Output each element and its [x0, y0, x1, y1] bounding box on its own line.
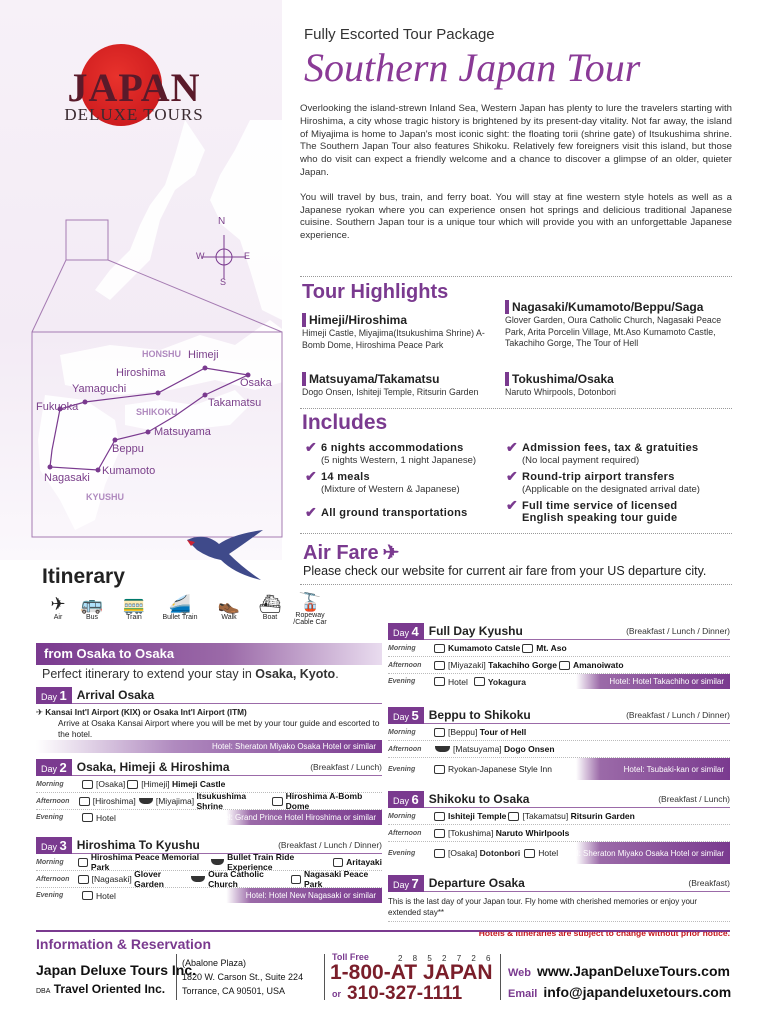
highlight-title: Nagasaki/Kumamoto/Beppu/Saga	[505, 300, 730, 314]
email-link[interactable]: Email info@japandeluxetours.com	[508, 984, 732, 1000]
swallow-bird-icon	[183, 528, 267, 586]
perfect-itinerary-text: Perfect itinerary to extend your stay in Osaka, Kyoto.	[42, 667, 339, 681]
bus-icon	[434, 812, 445, 821]
day-description: Arrive at Osaka Kansai Airport where you will be met by your tour guide and escorted to the hotel.	[58, 718, 380, 739]
check-icon: ✔	[506, 497, 519, 513]
includes-heading: Includes	[302, 411, 388, 434]
airplane-icon: ✈	[50, 594, 66, 614]
highlight-text: Himeji Castle, Miyajima(Itsukushima Shrine) A-Bomb Dome, Hiroshima Peace Park	[302, 328, 485, 350]
bus-icon	[522, 644, 533, 653]
legend-boat: ⛴ Boat	[254, 594, 286, 621]
boat-icon: ⛴	[258, 594, 282, 614]
intro-text	[300, 103, 732, 243]
highlight-title: Himeji/Hiroshima	[302, 313, 498, 327]
day-3: Day 3 Hiroshima To Kyushu (Breakfast / Lunch / Dinner) Morning Hiroshima Peace Memorial Park Bullet Train Ride Experience Aritayaki Afternoon [Nagasaki] Glover Garden Oura Catholic Church Nagasaki Peace Park Evening Hotel Hotel: Hotel New Nagasaki or similar	[36, 837, 382, 903]
compass-e: E	[244, 251, 251, 261]
bus-icon	[82, 813, 93, 822]
bus-icon	[434, 677, 445, 686]
include-item: ✔ Admission fees, tax & gratuities (No local payment required)	[506, 439, 699, 466]
airfare-text: Please check our website for current air fare from your US departure city.	[303, 564, 707, 578]
legend-air: ✈ Air	[44, 594, 72, 621]
bus-icon	[291, 875, 301, 884]
hotel-bar: Hotel: Hotel Takachiho or similar	[609, 677, 724, 686]
footer-divider	[36, 930, 730, 932]
city-osaka: Osaka	[240, 377, 272, 389]
itinerary-heading: Itinerary	[42, 565, 125, 588]
airfare-heading: Air Fare ✈	[303, 542, 400, 564]
meals: (Breakfast / Lunch / Dinner)	[626, 626, 730, 636]
city-nagasaki: Nagasaki	[44, 472, 90, 484]
meals: (Breakfast / Lunch)	[658, 794, 730, 804]
walk-icon	[191, 876, 205, 882]
region-kyushu: KYUSHU	[86, 492, 125, 502]
company-name: Japan Deluxe Tours Inc.	[36, 962, 197, 978]
boat-icon	[139, 798, 153, 804]
or-label: or	[332, 989, 341, 999]
route-banner: from Osaka to Osaka	[36, 643, 382, 665]
info-heading: Information & Reservation	[36, 936, 212, 952]
compass-n: N	[218, 216, 226, 227]
bus-icon	[434, 728, 445, 737]
city-matsuyama: Matsuyama	[154, 426, 211, 438]
include-item: ✔ 6 nights accommodations (5 nights Western, 1 night Japanese)	[305, 439, 477, 466]
day-title: Full Day Kyushu	[428, 624, 523, 638]
region-shikoku: SHIKOKU	[136, 407, 178, 417]
bus-icon	[82, 891, 93, 900]
bus-icon	[559, 661, 570, 670]
include-item: ✔ Round-trip airport transfers (Applicable on the designated arrival date)	[506, 468, 700, 495]
bus-icon	[78, 875, 88, 884]
bus-icon	[434, 829, 445, 838]
compass-s: S	[220, 277, 227, 287]
city-hiroshima: Hiroshima	[116, 367, 166, 379]
divider	[300, 408, 732, 409]
ropeway-icon: 🚡	[298, 592, 322, 612]
bus-icon	[272, 797, 282, 806]
bus-icon	[78, 858, 88, 867]
day-title: Arrival Osaka	[76, 688, 155, 702]
toll-free-label: Toll Free	[332, 952, 369, 962]
meals: (Breakfast)	[688, 878, 730, 888]
hotel-bar: Hotel: Sheraton Miyako Osaka Hotel or similar	[36, 740, 382, 753]
bus-icon	[127, 780, 138, 789]
city-kumamoto: Kumamoto	[102, 465, 156, 477]
page-title: Southern Japan Tour	[304, 45, 641, 90]
meals: (Breakfast / Lunch / Dinner)	[626, 710, 730, 720]
toll-free-number[interactable]: 1-800-AT JAPAN	[330, 961, 493, 984]
hotel-bar: Hotel: Sheraton Miyako Osaka Hotel or similar	[559, 848, 724, 858]
legend-ropeway: 🚡 Ropeway /Cable Car	[290, 592, 330, 626]
legend-train: 🚃 Train	[116, 594, 152, 621]
day-title: Hiroshima To Kyushu	[76, 838, 200, 852]
day-7: Day 7 Departure Osaka (Breakfast) This is the last day of your Japan tour. Fly home with cherished memories or enjoy your extended stay** Hotels & Itineraries are subject to change without prior notice.	[388, 875, 730, 938]
brand-logo	[34, 64, 234, 125]
bullet-train-icon: 🚄	[168, 594, 192, 614]
footer-separator	[500, 954, 501, 1000]
highlight-item	[505, 300, 730, 350]
walk-icon: 👞	[217, 594, 241, 614]
day-title: Beppu to Shikoku	[428, 708, 531, 722]
city-fukuoka: Fukuoka	[36, 401, 79, 413]
hotel-bar: Hotel: Hotel New Nagasaki or similar	[245, 891, 376, 900]
airplane-icon: ✈	[36, 707, 43, 717]
day-description: This is the last day of your Japan tour. Fly home with cherished memories or enjoy your extended stay**	[388, 896, 730, 922]
highlight-text: Naruto Whirpools, Dotonbori	[505, 387, 616, 397]
include-item: ✔ All ground transportations	[305, 504, 468, 520]
divider	[300, 533, 732, 534]
legend-walk: 👞 Walk	[212, 594, 246, 621]
highlight-text: Glover Garden, Oura Catholic Church, Nagasaki Peace Park, Arita Porcelin Village, Mt.Aso Kumamoto Castle, Takachiho Gorge, The Tour of Hell	[505, 315, 722, 348]
highlight-title: Matsuyama/Takamatsu	[302, 372, 498, 386]
check-icon: ✔	[506, 468, 519, 484]
subtitle: Fully Escorted Tour Package	[304, 26, 495, 43]
boat-icon	[435, 746, 450, 752]
dba-line: DBA Travel Oriented Inc.	[36, 982, 166, 996]
bus-icon	[524, 849, 535, 858]
intro-paragraph-2: You will travel by bus, train, and ferry boat. You will stay at fine western style hotels as well as a Japanese ryokan where you can experience onsen hot springs and delicious traditional Japanese cuisine. Southern Japan tour is a unique tour which will provide you with an unforgettable Japanese experience.	[300, 191, 732, 242]
japan-map	[0, 120, 290, 560]
day-5: Day 5 Beppu to Shikoku (Breakfast / Lunch / Dinner) Morning [Beppu] Tour of Hell Afternoon [Matsuyama] Dogo Onsen Evening Ryokan-Japanese Style Inn Hotel: Tsubaki-kan or similar	[388, 707, 730, 780]
brand-name: JAPAN	[67, 65, 201, 110]
highlights-heading: Tour Highlights	[302, 281, 449, 303]
highlight-item	[505, 372, 730, 399]
day-4: Day 4 Full Day Kyushu (Breakfast / Lunch / Dinner) Morning Kumamoto Catsle Mt. Aso Afternoon [Miyazaki] Takachiho Gorge Amanoiwato Evening Hotel Yokagura Hotel: Hotel Takachiho or similar	[388, 623, 730, 689]
change-notice: Hotels & Itineraries are subject to change without prior notice.	[478, 928, 730, 938]
meals: (Breakfast / Lunch / Dinner)	[278, 840, 382, 850]
phone-number[interactable]: 310-327-1111	[347, 983, 463, 1004]
bus-icon	[434, 849, 445, 858]
day-title: Shikoku to Osaka	[428, 792, 530, 806]
bus-icon	[434, 765, 445, 774]
day-1: Day 1 Arrival Osaka ✈ Kansai Int'l Airport (KIX) or Osaka Int'l Airport (ITM) Arrive at Osaka Kansai Airport where you will be met by your tour guide and escorted to the hotel. Hotel: Sheraton Miyako Osaka Hotel or similar	[36, 687, 382, 753]
hotel-bar: Hotel: Grand Prince Hotel Hiroshima or similar	[211, 813, 376, 822]
legend-bus: 🚌 Bus	[78, 594, 106, 621]
bus-icon	[79, 797, 89, 806]
hotel-bar: Hotel: Tsubaki-kan or similar	[623, 764, 724, 774]
toll-free-digits: 2 8 5 2 7 2 6	[398, 954, 495, 963]
include-item: ✔ 14 meals (Mixture of Western & Japanese)	[305, 468, 460, 495]
divider	[300, 584, 732, 585]
bus-icon	[82, 780, 93, 789]
bus-icon: 🚌	[80, 594, 104, 614]
bus-icon	[333, 858, 343, 867]
highlight-text: Dogo Onsen, Ishiteji Temple, Ritsurin Garden	[302, 387, 479, 397]
meals: (Breakfast / Lunch)	[310, 762, 382, 772]
footer-separator	[324, 954, 325, 1000]
highlight-title: Tokushima/Osaka	[505, 372, 730, 386]
bus-icon	[434, 644, 445, 653]
bus-icon	[474, 677, 485, 686]
japan-map-svg	[0, 120, 290, 560]
airplane-icon: ✈	[382, 542, 400, 564]
region-honshu: HONSHU	[142, 349, 182, 359]
intro-paragraph-1: Overlooking the island-strewn Inland Sea, Western Japan has plenty to lure the travelers starting with Hiroshima, a city whose tragic history is brightened by its present-day vitality. Not far away, the island of Miyajima is home to Japan's most iconic sight: the floating torii (shrine gate) of Itsukushima shrine. The Southern Japan Tour also features Shikoku. Relatively few foreigners visit this island, but those who do visit can expect a friendly welcome and a chance to discover a glimpse of an older, quieter Japan.	[300, 103, 732, 178]
bus-icon	[508, 812, 519, 821]
city-himeji: Himeji	[188, 349, 219, 361]
include-item: ✔ Full time service of licensed English speaking tour guide	[506, 497, 678, 524]
city-yamaguchi: Yamaguchi	[72, 383, 127, 395]
day-2: Day 2 Osaka, Himeji & Hiroshima (Breakfast / Lunch) Morning [Osaka] [Himeji] Himeji Castle Afternoon [Hiroshima] [Miyajima] Itsukushima Shrine Hiroshima A-Bomb Dome Evening Hotel Hotel: Grand Prince Hotel Hiroshima or similar	[36, 759, 382, 825]
website-link[interactable]: Web www.JapanDeluxeTours.com	[508, 963, 730, 979]
brand-sub: DELUXE TOURS	[64, 105, 204, 124]
day-6: Day 6 Shikoku to Osaka (Breakfast / Lunch) Morning Ishiteji Temple [Takamatsu] Ritsurin Garden Afternoon [Tokushima] Naruto Whirlpools Evening [Osaka] Dotonbori Hotel Hotel: Sheraton Miyako Osaka Hotel or similar	[388, 791, 730, 864]
compass-w: W	[196, 251, 205, 261]
highlight-item	[302, 313, 498, 351]
city-beppu: Beppu	[112, 443, 144, 455]
check-icon: ✔	[305, 439, 318, 455]
check-icon: ✔	[506, 439, 519, 455]
address: (Abalone Plaza) 1820 W. Carson St., Suite 224 Torrance, CA 90501, USA	[182, 958, 304, 996]
highlight-item	[302, 372, 498, 399]
footer-separator	[176, 954, 177, 1000]
check-icon: ✔	[305, 468, 318, 484]
legend-bullet-train: 🚄 Bullet Train	[158, 594, 202, 621]
day-title: Departure Osaka	[428, 876, 525, 890]
city-takamatsu: Takamatsu	[208, 397, 262, 409]
train-icon: 🚃	[122, 594, 146, 614]
divider	[300, 276, 732, 277]
day-title: Osaka, Himeji & Hiroshima	[76, 760, 230, 774]
bus-icon	[434, 661, 445, 670]
check-icon: ✔	[305, 504, 318, 520]
bullet-train-icon	[211, 859, 225, 865]
